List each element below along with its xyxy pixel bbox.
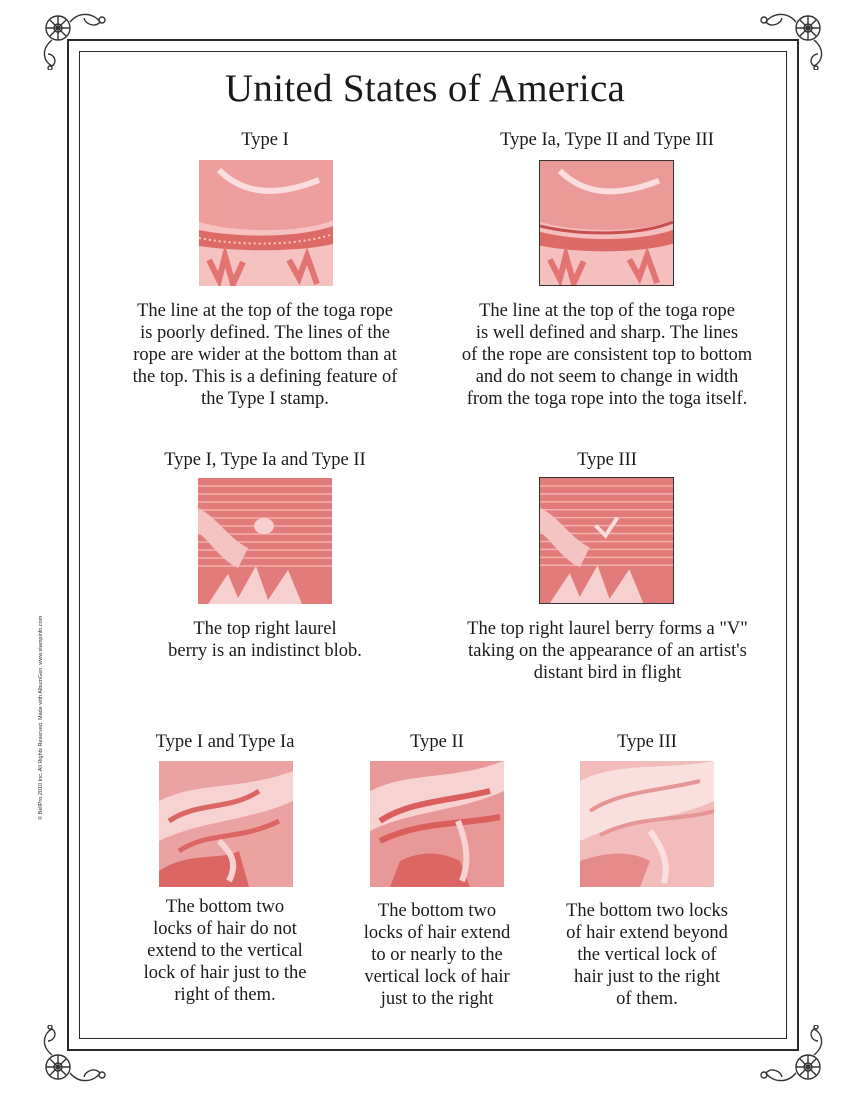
desc-line: The line at the top of the toga rope <box>479 301 735 321</box>
desc-line: distant bird in flight <box>533 663 682 683</box>
desc-line: the top. This is a defining feature of <box>132 367 398 387</box>
desc-line: just to the right <box>380 989 494 1009</box>
desc-line: taking on the appearance of an artist's <box>468 641 747 661</box>
desc-line: locks of hair do not <box>153 919 297 939</box>
section-desc-type-ii-hair <box>340 900 534 1010</box>
desc-line: extend to the vertical <box>147 941 303 961</box>
corner-ornament-top-right <box>756 10 826 70</box>
desc-line: rope are wider at the bottom than at <box>133 345 397 365</box>
desc-line: right of them. <box>174 985 276 1005</box>
stamp-image-laurel-berry-type-i-ia-ii <box>198 478 332 604</box>
corner-ornament-bottom-right <box>756 1025 826 1085</box>
desc-line: the vertical lock of <box>577 945 717 965</box>
desc-line: berry is an indistinct blob. <box>168 641 362 661</box>
section-label-type-ii-hair: Type II <box>410 732 464 752</box>
desc-line: The bottom two <box>165 897 285 917</box>
corner-ornament-bottom-left <box>40 1025 110 1085</box>
stamp-image-hair-type-iii <box>580 761 714 887</box>
section-label-type-iii-hair: Type III <box>617 732 677 752</box>
stamp-image-hair-type-i-ia <box>159 761 293 887</box>
desc-line: The top right laurel <box>193 619 337 639</box>
section-desc-type-iii-laurel <box>445 618 770 684</box>
desc-line: The bottom two <box>377 901 497 921</box>
desc-line: of hair extend beyond <box>566 923 728 943</box>
copyright-credit-text: © BellPro 2010 Inc. All Rights Reserved. Made with AlbumGen. www.stampinfo.com <box>38 615 44 820</box>
section-desc-type-iii-hair <box>547 900 747 1010</box>
desc-line: The bottom two locks <box>566 901 728 921</box>
section-desc-type-i-toga <box>114 300 416 410</box>
desc-line: of the rope are consistent top to bottom <box>461 345 753 365</box>
desc-line: the Type I stamp. <box>201 389 329 409</box>
copyright-credit <box>30 600 46 820</box>
desc-line: and do not seem to change in width <box>475 367 739 387</box>
desc-line: The top right laurel berry forms a "V" <box>467 619 748 639</box>
section-desc-type-ia-ii-iii-toga <box>453 300 761 410</box>
section-desc-type-i-ia-hair <box>125 896 325 1006</box>
desc-line: hair just to the right <box>574 967 720 987</box>
section-label-type-i-toga: Type I <box>241 130 289 150</box>
section-label-type-ia-ii-iii-toga: Type Ia, Type II and Type III <box>500 130 714 150</box>
section-label-type-i-ia-hair: Type I and Type Ia <box>155 732 295 752</box>
stamp-image-hair-type-ii <box>370 761 504 887</box>
desc-line: lock of hair just to the <box>143 963 307 983</box>
stamp-image-laurel-berry-type-iii <box>539 477 674 604</box>
stamp-image-toga-rope-type-ia-ii-iii <box>539 160 674 286</box>
desc-line: The line at the top of the toga rope <box>137 301 393 321</box>
page-title: United States of America <box>224 67 626 110</box>
stamp-image-toga-rope-type-i <box>199 160 333 286</box>
desc-line: locks of hair extend <box>363 923 511 943</box>
corner-ornament-top-left <box>40 10 110 70</box>
desc-line: is well defined and sharp. The lines <box>475 323 739 343</box>
desc-line: to or nearly to the <box>371 945 503 965</box>
desc-line: of them. <box>616 989 678 1009</box>
section-label-type-i-ia-ii-laurel: Type I, Type Ia and Type II <box>164 450 366 470</box>
page-frame-inner <box>79 51 787 1039</box>
desc-line: is poorly defined. The lines of the <box>140 323 390 343</box>
section-label-type-iii-laurel: Type III <box>577 450 637 470</box>
section-desc-type-i-ia-ii-laurel <box>140 618 390 662</box>
desc-line: vertical lock of hair <box>364 967 510 987</box>
desc-line: from the toga rope into the toga itself. <box>466 389 748 409</box>
